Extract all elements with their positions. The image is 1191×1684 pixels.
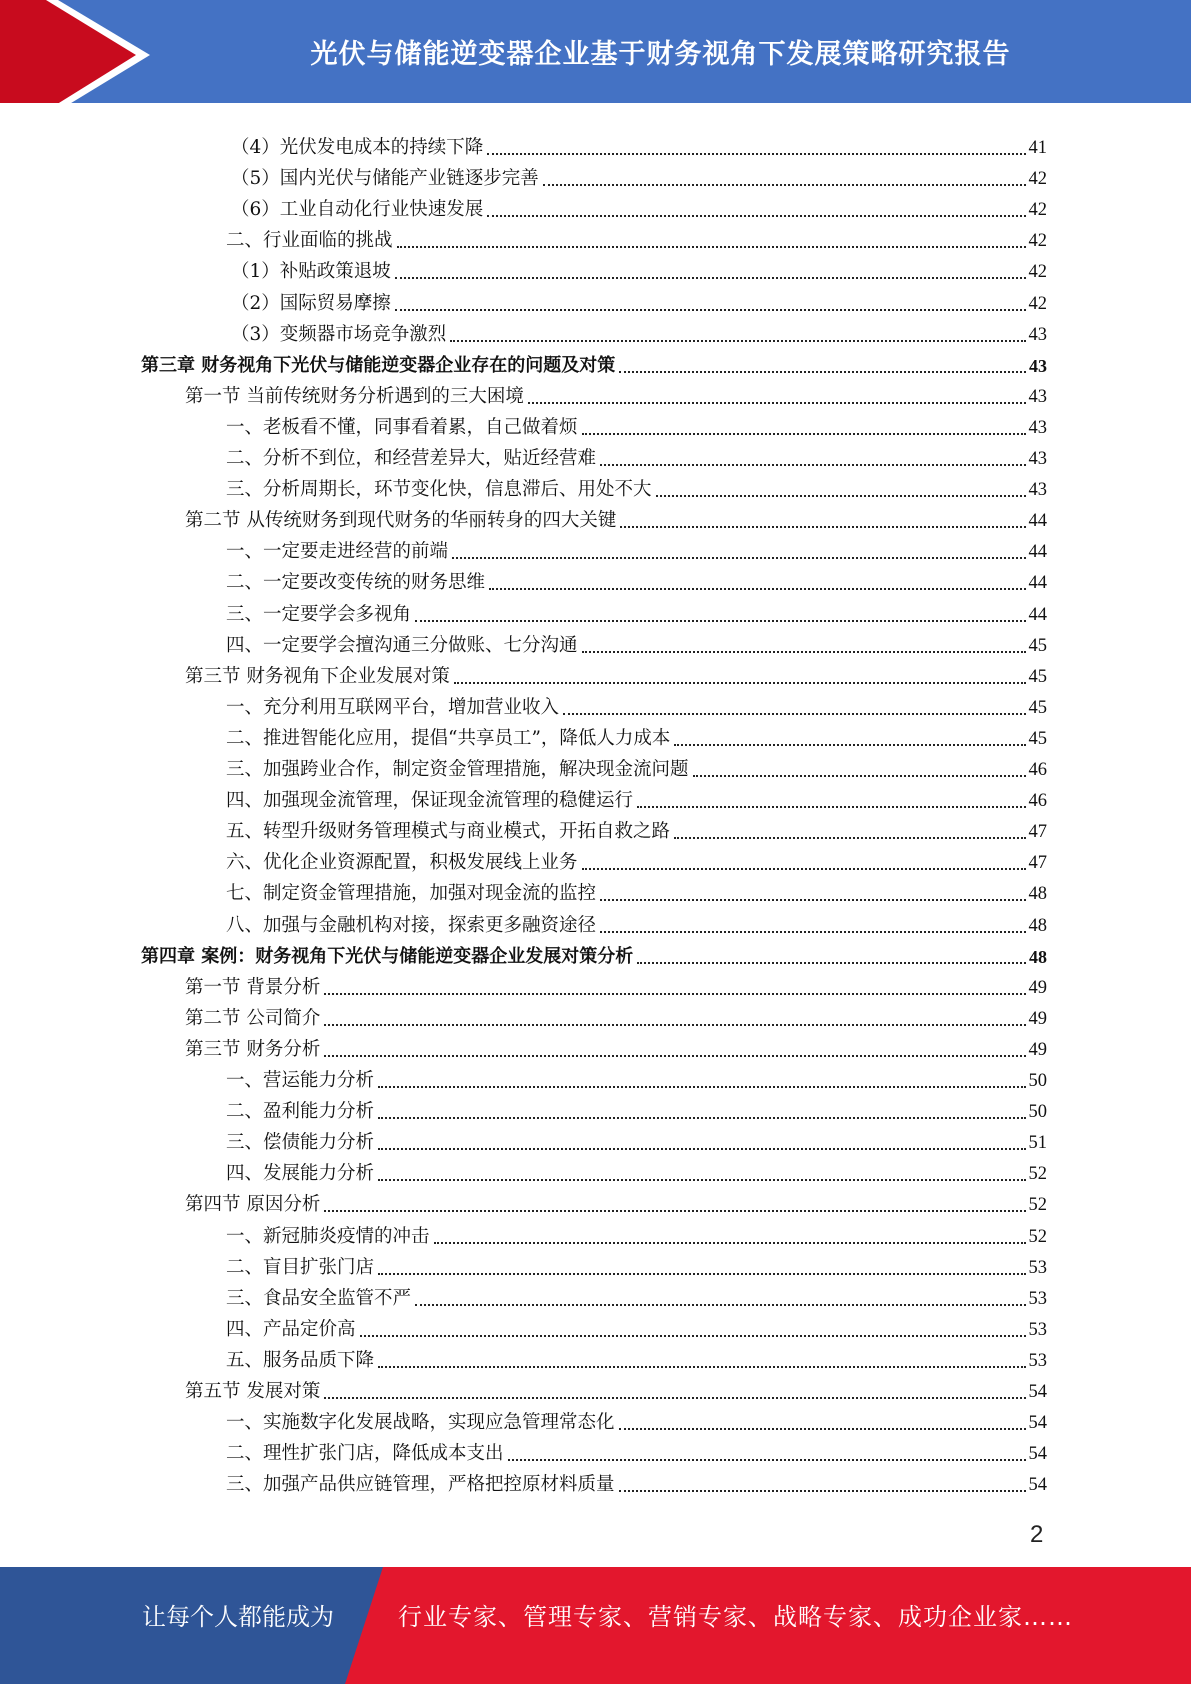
toc-entry-label: （6）工业自动化行业快速发展 — [231, 199, 484, 221]
toc-dot-leader — [600, 464, 1025, 466]
toc-entry[interactable] — [185, 378, 1047, 409]
toc-entry-page: 45 — [1028, 728, 1047, 749]
toc-entry-label: 五、转型升级财务管理模式与商业模式，开拓自救之路 — [226, 821, 671, 843]
toc-entry[interactable] — [231, 253, 1047, 284]
toc-entry-page: 44 — [1028, 604, 1047, 625]
toc-entry-label: 二、行业面临的挑战 — [226, 230, 393, 252]
toc-dot-leader — [415, 620, 1025, 622]
toc-entry-label: 第四节 原因分析 — [185, 1194, 321, 1216]
toc-entry-page: 49 — [1028, 1039, 1047, 1060]
toc-entry-page: 54 — [1028, 1444, 1047, 1465]
toc-entry-label: 三、加强产品供应链管理，严格把控原材料质量 — [226, 1474, 615, 1496]
toc-dot-leader — [434, 1242, 1026, 1244]
toc-entry-label: 二、盲目扩张门店 — [226, 1256, 375, 1278]
toc-entry[interactable] — [185, 658, 1047, 689]
toc-entry[interactable] — [185, 969, 1047, 1000]
toc-dot-leader — [324, 1055, 1025, 1057]
toc-dot-leader — [528, 402, 1026, 404]
toc-entry-page: 50 — [1028, 1102, 1047, 1123]
toc-dot-leader — [543, 184, 1026, 186]
toc-entry[interactable] — [185, 1000, 1047, 1031]
toc-entry-label: 八、加强与金融机构对接，探索更多融资途径 — [226, 914, 597, 936]
toc-dot-leader — [656, 495, 1026, 497]
toc-entry[interactable] — [226, 1249, 1047, 1280]
toc-entry-label: 一、充分利用互联网平台，增加营业收入 — [226, 696, 560, 718]
toc-dot-leader — [619, 1490, 1026, 1492]
toc-entry[interactable] — [226, 751, 1047, 782]
toc-entry-label: 四、产品定价高 — [226, 1318, 356, 1340]
page-number: 2 — [1030, 1521, 1044, 1548]
toc-entry-page: 50 — [1028, 1071, 1047, 1091]
toc-entry-page: 44 — [1028, 511, 1047, 532]
toc-entry[interactable] — [226, 1280, 1047, 1311]
toc-dot-leader — [397, 246, 1026, 248]
toc-entry-label: 七、制定资金管理措施，加强对现金流的监控 — [226, 883, 597, 905]
toc-entry-label: 二、推进智能化应用，提倡“共享员工”，降低人力成本 — [226, 727, 671, 749]
toc-entry[interactable] — [226, 1311, 1047, 1342]
toc-entry[interactable] — [226, 564, 1047, 595]
toc-entry-label: （1）补贴政策退坡 — [231, 261, 391, 283]
toc-entry-label: 三、偿债能力分析 — [226, 1132, 375, 1154]
toc-entry-page: 49 — [1028, 977, 1047, 998]
toc-dot-leader — [324, 1397, 1025, 1399]
toc-entry[interactable] — [226, 1062, 1047, 1093]
toc-entry-page: 53 — [1028, 1288, 1047, 1309]
page-header — [0, 0, 1191, 111]
toc-entry-label: 第三节 财务视角下企业发展对策 — [185, 665, 450, 687]
toc-dot-leader — [619, 371, 1026, 373]
toc-entry[interactable] — [185, 1031, 1047, 1062]
toc-entry[interactable] — [185, 1373, 1047, 1404]
toc-entry-label: 二、理性扩张门店，降低成本支出 — [226, 1443, 504, 1465]
toc-entry-label: 一、老板看不懂，同事看着累，自己做着烦 — [226, 416, 578, 438]
toc-entry[interactable] — [231, 160, 1047, 191]
toc-dot-leader — [395, 309, 1026, 311]
toc-entry-page: 42 — [1028, 169, 1047, 190]
toc-entry-page: 45 — [1028, 697, 1047, 718]
toc-entry-page: 48 — [1028, 915, 1047, 936]
toc-entry-label: 二、一定要改变传统的财务思维 — [226, 572, 486, 594]
toc-entry[interactable] — [231, 316, 1047, 347]
toc-dot-leader — [360, 1335, 1026, 1337]
toc-dot-leader — [395, 277, 1026, 279]
toc-dot-leader — [324, 1210, 1025, 1212]
footer-slogan-right: 行业专家、管理专家、营销专家、战略专家、成功企业家…… — [398, 1603, 1073, 1631]
toc-entry-page: 44 — [1028, 573, 1047, 594]
toc-entry-label: 六、优化企业资源配置，积极发展线上业务 — [226, 852, 578, 874]
toc-entry-label: 一、实施数字化发展战略，实现应急管理常态化 — [226, 1412, 615, 1434]
toc-entry-page: 43 — [1028, 480, 1047, 501]
toc-entry-page: 48 — [1029, 946, 1047, 967]
toc-entry-page: 46 — [1028, 791, 1047, 812]
toc-entry-page: 48 — [1028, 884, 1047, 905]
toc-entry[interactable] — [231, 191, 1047, 222]
toc-entry-label: 三、加强跨业合作，制定资金管理措施，解决现金流问题 — [226, 759, 689, 780]
toc-dot-leader — [450, 340, 1025, 342]
toc-dot-leader — [582, 433, 1026, 435]
toc-entry-page: 43 — [1029, 355, 1047, 376]
toc-entry-page: 43 — [1028, 449, 1047, 469]
toc-dot-leader — [378, 1366, 1025, 1368]
toc-entry-page: 43 — [1028, 324, 1047, 345]
toc-entry-page: 43 — [1028, 386, 1047, 407]
toc-entry-page: 47 — [1028, 853, 1047, 874]
toc-dot-leader — [637, 806, 1025, 808]
toc-entry[interactable] — [226, 471, 1047, 502]
toc-entry-page: 41 — [1028, 138, 1047, 158]
toc-entry[interactable] — [226, 1155, 1047, 1186]
document-title: 光伏与储能逆变器企业基于财务视角下发展策略研究报告 — [310, 39, 1011, 70]
toc-entry[interactable] — [226, 813, 1047, 844]
toc-entry-label: 第五节 发展对策 — [185, 1381, 321, 1402]
toc-entry-label: 第四章 案例：财务视角下光伏与储能逆变器企业发展对策分析 — [141, 945, 634, 967]
toc-dot-leader — [674, 744, 1025, 746]
toc-entry[interactable] — [226, 627, 1047, 658]
toc-entry-label: 一、一定要走进经营的前端 — [226, 541, 449, 563]
toc-entry-page: 45 — [1028, 666, 1047, 687]
toc-entry-page: 42 — [1028, 231, 1047, 252]
toc-entry-page: 52 — [1028, 1164, 1047, 1185]
toc-dot-leader — [582, 651, 1026, 653]
toc-entry-label: （5）国内光伏与储能产业链逐步完善 — [231, 168, 539, 190]
toc-entry-label: 四、加强现金流管理，保证现金流管理的稳健运行 — [226, 790, 634, 812]
toc-dot-leader — [600, 931, 1025, 933]
toc-entry[interactable] — [226, 1218, 1047, 1249]
toc-dot-leader — [378, 1148, 1025, 1150]
toc-chapter-entry[interactable] — [141, 347, 1047, 378]
toc-entry[interactable] — [226, 533, 1047, 564]
toc-dot-leader — [637, 962, 1026, 964]
toc-entry-page: 53 — [1028, 1319, 1047, 1340]
toc-entry[interactable] — [226, 844, 1047, 875]
toc-entry-page: 42 — [1028, 293, 1047, 314]
toc-entry-page: 49 — [1028, 1008, 1047, 1029]
toc-dot-leader — [487, 215, 1025, 217]
toc-entry-label: 第三节 财务分析 — [185, 1038, 321, 1060]
toc-entry-label: 第一节 当前传统财务分析遇到的三大困境 — [185, 385, 524, 407]
toc-entry[interactable] — [226, 596, 1047, 627]
toc-entry-label: （4）光伏发电成本的持续下降 — [231, 137, 484, 158]
toc-entry-page: 42 — [1028, 262, 1047, 283]
toc-entry[interactable] — [226, 875, 1047, 906]
toc-dot-leader — [324, 1024, 1025, 1026]
toc-dot-leader — [619, 1428, 1026, 1430]
toc-entry-label: 四、一定要学会擅沟通三分做账、七分沟通 — [226, 634, 578, 656]
toc-entry-page: 46 — [1028, 760, 1047, 780]
toc-dot-leader — [600, 899, 1025, 901]
toc-entry-page: 51 — [1028, 1133, 1047, 1154]
toc-entry[interactable] — [231, 285, 1047, 316]
toc-entry-label: 一、新冠肺炎疫情的冲击 — [226, 1225, 430, 1247]
toc-entry-page: 43 — [1028, 417, 1047, 438]
toc-entry-label: 二、分析不到位，和经营差异大，贴近经营难 — [226, 448, 597, 469]
toc-dot-leader — [378, 1086, 1025, 1088]
toc-entry-label: 五、服务品质下降 — [226, 1349, 375, 1371]
toc-entry-page: 54 — [1028, 1413, 1047, 1434]
toc-entry[interactable] — [226, 440, 1047, 471]
toc-entry-label: 三、一定要学会多视角 — [226, 603, 412, 625]
toc-entry-label: 第一节 背景分析 — [185, 976, 321, 998]
toc-entry-label: （2）国际贸易摩擦 — [231, 292, 391, 314]
toc-entry-label: 三、分析周期长，环节变化快，信息滞后、用处不大 — [226, 479, 652, 501]
toc-entry-page: 44 — [1028, 542, 1047, 563]
toc-dot-leader — [693, 775, 1026, 777]
toc-dot-leader — [415, 1304, 1025, 1306]
toc-dot-leader — [487, 153, 1025, 155]
toc-entry[interactable] — [231, 129, 1047, 160]
toc-chapter-entry[interactable] — [141, 938, 1047, 969]
toc-entry[interactable] — [226, 1093, 1047, 1124]
toc-entry[interactable] — [185, 1186, 1047, 1217]
toc-entry-label: 第二节 公司简介 — [185, 1007, 321, 1029]
toc-dot-leader — [489, 588, 1025, 590]
toc-dot-leader — [674, 837, 1025, 839]
page-footer — [0, 1567, 1191, 1684]
toc-entry[interactable] — [226, 1124, 1047, 1155]
toc-dot-leader — [508, 1459, 1026, 1461]
toc-entry-page: 53 — [1028, 1257, 1047, 1278]
toc-entry[interactable] — [226, 1342, 1047, 1373]
toc-entry[interactable] — [226, 782, 1047, 813]
toc-dot-leader — [454, 682, 1026, 684]
toc-entry-page: 53 — [1028, 1350, 1047, 1371]
toc-entry[interactable] — [226, 222, 1047, 253]
toc-entry-label: 一、营运能力分析 — [226, 1070, 375, 1091]
toc-entry-label: 第二节 从传统财务到现代财务的华丽转身的四大关键 — [185, 510, 617, 532]
toc-entry[interactable] — [226, 720, 1047, 751]
toc-entry-page: 54 — [1028, 1382, 1047, 1402]
toc-entry-page: 45 — [1028, 635, 1047, 656]
toc-entry[interactable] — [226, 409, 1047, 440]
toc-entry[interactable] — [226, 1435, 1047, 1466]
toc-entry[interactable] — [185, 502, 1047, 533]
toc-entry-page: 47 — [1028, 822, 1047, 843]
toc-entry-label: （3）变频器市场竞争激烈 — [231, 323, 447, 345]
toc-entry[interactable] — [226, 1466, 1047, 1497]
toc-entry-page: 54 — [1028, 1475, 1047, 1496]
toc-dot-leader — [582, 868, 1026, 870]
toc-dot-leader — [452, 557, 1025, 559]
toc-entry-label: 四、发展能力分析 — [226, 1163, 375, 1185]
footer-slogan-left: 让每个人都能成为 — [142, 1603, 334, 1631]
toc-entry-page: 42 — [1028, 200, 1047, 221]
toc-dot-leader — [324, 993, 1025, 995]
toc-entry-page: 52 — [1028, 1226, 1047, 1247]
toc-entry[interactable] — [226, 1404, 1047, 1435]
toc-dot-leader — [620, 526, 1025, 528]
toc-entry[interactable] — [226, 907, 1047, 938]
toc-entry-label: 三、食品安全监管不严 — [226, 1287, 412, 1309]
toc-dot-leader — [563, 713, 1025, 715]
toc-entry-label: 第三章 财务视角下光伏与储能逆变器企业存在的问题及对策 — [141, 354, 616, 376]
toc-entry-page: 52 — [1028, 1195, 1047, 1216]
toc-dot-leader — [378, 1179, 1025, 1181]
toc-dot-leader — [378, 1273, 1025, 1275]
toc-entry-label: 二、盈利能力分析 — [226, 1101, 375, 1123]
toc-dot-leader — [378, 1117, 1025, 1119]
toc-entry[interactable] — [226, 689, 1047, 720]
